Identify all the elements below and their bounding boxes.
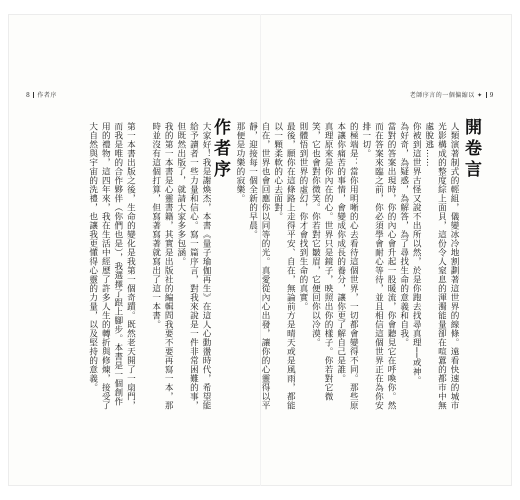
left-paragraph-1: 大家好！我是謝煥杰，本書《量子瑜伽再生》在這人心動盪時代，希望能給予讀者一些力量和信心。寫一篇序言，對我來說是一件非常困難的事，但既然出版了，就請大家多多包涵。 (175, 122, 211, 410)
left-page-body (36, 122, 212, 412)
left-running-head (26, 90, 57, 99)
right-running-head-title: 老師序言的一個偏縮以 ✦ (409, 92, 483, 99)
right-paragraph-3: 為好奇，為疑惑，為解答，為了尋找生命的意義和自我。 (398, 122, 409, 347)
left-page-number: 8 (26, 92, 31, 99)
right-paragraph-7: 則體悟到世界的虛幻，你才會找到生命的真實。 (297, 122, 308, 311)
right-page-number: 9 (489, 92, 494, 99)
left-running-head-title: 作者序 (37, 92, 57, 99)
left-paragraph-3: 第一本書出版之後，生命的變化是我第一個奇蹟。既然老天開了一扇門，而我是唯的合作夥伴（你們也是），我選擇了跟上腳步。本書是一個創作用的禮物，這四年來，我在生活中經歷了許多人生的轉折與修煉，接受了大自然與宇宙的洗禮，也讓我更懂得心靈的力量，以及堅持的意義。 (87, 122, 136, 410)
right-paragraph-1: 人類演著制式的輕組，儀變冰冷地割劃著這世界的線條。遠看快速的城市光影構成的整度綜上面貝，這份令人窒息的渾濁能量卻在喧囂的都市中無處脫逃…… (423, 122, 459, 410)
book-spread (8, 14, 512, 486)
running-head-divider (33, 92, 34, 98)
running-head-divider (486, 92, 487, 98)
right-paragraph-4: 當對的答案出現時，你的內心會升起一股暖流，你會聽見它在呼喚你。然而在答案來臨之前，你必須學會耐心等待，並且相信這個世界正在為你安排一切。 (360, 122, 397, 410)
right-page-body (234, 122, 460, 412)
right-paragraph-10: 那便是功樂的寂樂。 (234, 122, 245, 203)
right-paragraph-5: 的極端是：當你用明晰的心去看待這個世界，一切都會變得不同。那些原本讓你痛苦的事情，會變成你成長的養分，讓你更了解自己是誰。 (335, 122, 359, 410)
right-page-title: 開卷言 (461, 118, 481, 181)
right-running-head (410, 90, 494, 99)
right-paragraph-6: 真理原來是你內在的心。世界只是鏡子，映照出你的樣子。你若對它微笑，它也會對你微笑。你若對它皺眉，它便回你以冷漠。 (310, 122, 334, 401)
right-paragraph-2: 你被到這世界古怪又說不出所以然，於是你跑去找尋真理──或神。 (411, 122, 422, 386)
left-page-title: 作者序 (210, 118, 230, 181)
right-paragraph-9: 自在，世界也會回應你以同等的光。真愛從內心出發，讓你的心靈得以平靜，迎接每一個全新的早晨。 (247, 122, 271, 410)
left-paragraph-2: 我的第一本書是心靈書籍，其實是出版社的編輯問我要不要再寫一本，那時並沒有這個打算，但寫著寫著就寫出了這一本書。 (150, 122, 174, 410)
right-paragraph-8: 最後，願你在這條路上走得平安、自在，無論前方是晴天或是風雨，都能以一顆柔軟的心去面對。 (272, 122, 296, 410)
